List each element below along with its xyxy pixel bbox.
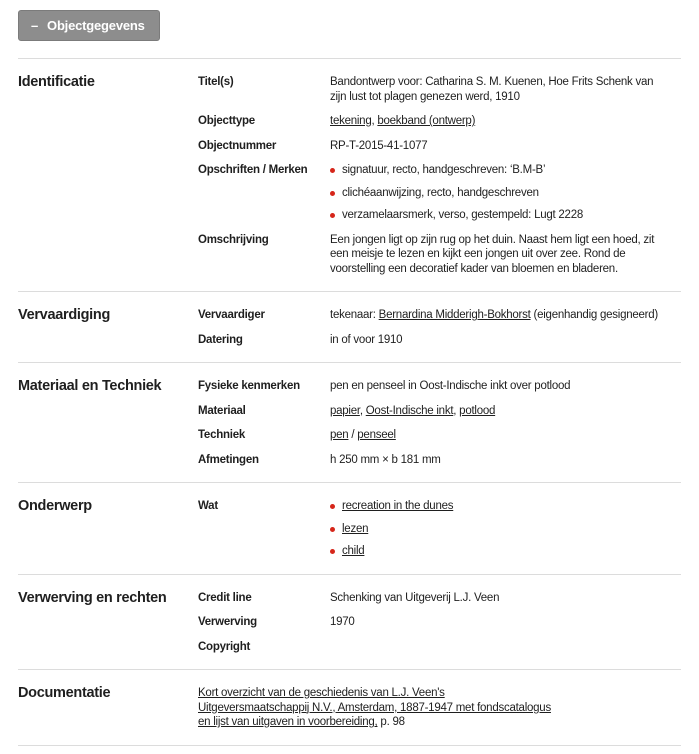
objecttype-link-tekening[interactable]: tekening (330, 115, 372, 127)
page-reference: p. 98 (377, 716, 405, 728)
section-title: Vervaardiging (18, 307, 110, 323)
field-value (198, 686, 566, 730)
field-label: Copyright (198, 640, 251, 653)
field-value (330, 428, 681, 443)
field-label: Vervaardiger (198, 309, 265, 321)
field-row-documentatie (198, 686, 681, 730)
section-title: Onderwerp (18, 498, 92, 514)
field-value: RP-T-2015-41-1077 (330, 139, 428, 152)
field-value (330, 114, 681, 129)
field-row-verwerving (198, 615, 681, 630)
techniek-link-penseel[interactable]: penseel (357, 429, 396, 441)
field-value: 1970 (330, 616, 355, 628)
section-title: Verwerving en rechten (18, 589, 167, 606)
field-value: h 250 mm × b 181 mm (330, 453, 441, 466)
bottom-divider (18, 745, 681, 754)
subject-link-lezen[interactable]: lezen (342, 522, 369, 535)
field-value (330, 404, 681, 419)
maker-link[interactable]: Bernardina Midderigh-Bokhorst (378, 309, 531, 321)
field-row-materiaal (198, 404, 681, 419)
field-label: Datering (198, 333, 243, 346)
list-item (330, 163, 667, 178)
objectgegevens-toggle-button[interactable] (18, 10, 160, 41)
field-row-vervaardiger (198, 308, 681, 323)
bullet-dot-icon (330, 168, 335, 173)
section-title: Identificatie (18, 74, 95, 90)
value-prefix: tekenaar: (330, 309, 379, 321)
list-item (330, 208, 667, 223)
field-row-omschrijving (198, 233, 681, 277)
bullet-dot-icon (330, 549, 335, 554)
bullet-dot-icon (330, 527, 335, 532)
field-value (330, 499, 681, 559)
bullet-text: signatuur, recto, handgeschreven: ‘B.M-B’ (342, 164, 546, 176)
collapse-icon: – (31, 18, 39, 33)
field-value: Een jongen ligt op zijn rug op het duin. Naast hem ligt een hoed, zit een meisje te lezen en kijkt een jongen uit over zee. Rond de voorstelling een decoratief kader van bloemen en bladeren. (330, 233, 655, 275)
section-verwerving-en-rechten (18, 574, 681, 670)
field-value: Schenking van Uitgeverij L.J. Veen (330, 591, 500, 604)
field-label: Omschrijving (198, 233, 269, 246)
materiaal-link-oost-indische-inkt[interactable]: Oost-Indische inkt (365, 404, 454, 417)
list-item (330, 522, 667, 537)
subject-link-child[interactable]: child (342, 545, 365, 557)
field-row-titels (198, 75, 681, 104)
field-label: Objectnummer (198, 139, 277, 152)
bullet-text: clichéaanwijzing, recto, handgeschreven (342, 186, 539, 199)
field-row-afmetingen (198, 453, 681, 468)
field-value: pen en penseel in Oost-Indische inkt over potlood (330, 380, 571, 392)
field-value: Bandontwerp voor: Catharina S. M. Kuenen, Hoe Frits Schenk van zijn lust tot plagen genezen werd, 1910 (330, 76, 654, 103)
toggle-label: Objectgegevens (47, 18, 145, 33)
field-label: Objecttype (198, 115, 255, 127)
value-suffix: (eigenhandig gesigneerd) (530, 309, 658, 321)
separator: , (371, 115, 378, 127)
section-documentatie (18, 669, 681, 745)
field-label: Afmetingen (198, 453, 259, 466)
field-label: Materiaal (198, 404, 246, 417)
field-label: Fysieke kenmerken (198, 380, 300, 392)
materiaal-link-papier[interactable]: papier (330, 404, 360, 417)
field-value: in of voor 1910 (330, 333, 403, 346)
field-value (330, 640, 681, 655)
field-row-opschriften (198, 163, 681, 223)
section-vervaardiging (18, 291, 681, 362)
field-label: Techniek (198, 429, 245, 441)
section-title: Materiaal en Techniek (18, 378, 162, 394)
separator: , (359, 404, 366, 417)
list-item (330, 544, 667, 559)
subject-link-recreation-in-the-dunes[interactable]: recreation in the dunes (342, 500, 454, 512)
field-row-techniek (198, 428, 681, 443)
section-identificatie (18, 58, 681, 291)
field-row-fysieke-kenmerken (198, 379, 681, 394)
field-label: Verwerving (198, 616, 257, 628)
section-materiaal-en-techniek (18, 362, 681, 482)
field-row-credit-line (198, 591, 681, 606)
bullet-dot-icon (330, 213, 335, 218)
field-label: Credit line (198, 591, 252, 604)
separator: / (348, 429, 358, 441)
techniek-link-pen[interactable]: pen (330, 429, 349, 441)
bullet-dot-icon (330, 191, 335, 196)
list-item (330, 186, 667, 201)
field-label: Titel(s) (198, 76, 234, 88)
documentation-link[interactable]: Kort overzicht van de geschiedenis van L.J. Veen's Uitgeversmaatschappij N.V., Amsterdam, 1887-1947 met fondscatalogus en lijst van uitgaven in voorbereiding, (198, 687, 551, 728)
section-title: Documentatie (18, 685, 111, 701)
field-row-wat (198, 499, 681, 559)
objecttype-link-boekband[interactable]: boekband (ontwerp) (377, 115, 476, 127)
field-row-objecttype (198, 114, 681, 129)
field-value (330, 308, 681, 323)
materiaal-link-potlood[interactable]: potlood (459, 404, 496, 417)
field-value (330, 163, 681, 223)
section-onderwerp (18, 482, 681, 574)
field-label: Wat (198, 500, 218, 512)
field-label: Opschriften / Merken (198, 164, 308, 176)
bullet-text: verzamelaarsmerk, verso, gestempeld: Lugt 2228 (342, 209, 583, 221)
list-item (330, 499, 667, 514)
bullet-dot-icon (330, 504, 335, 509)
field-row-datering (198, 333, 681, 348)
separator: , (453, 404, 460, 417)
field-row-copyright (198, 640, 681, 655)
field-row-objectnummer (198, 139, 681, 154)
